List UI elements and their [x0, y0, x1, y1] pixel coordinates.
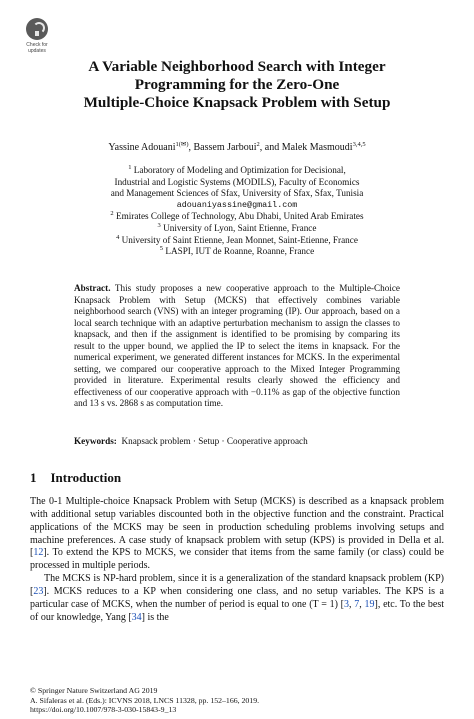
affiliation-1-line-1 — [0, 165, 474, 177]
citation-separator: , — [359, 598, 365, 610]
citation-link[interactable]: 3 — [344, 598, 349, 610]
citation-link[interactable]: 19 — [364, 598, 375, 610]
keywords — [74, 436, 400, 446]
title-line-3: Multiple-Choice Knapsack Problem with Setup — [83, 94, 391, 111]
citation-link[interactable]: 7 — [354, 598, 360, 610]
paragraph-1 — [30, 496, 444, 573]
author-email[interactable]: adouaniyassine@gmail.com — [176, 199, 298, 210]
citation-link[interactable]: 23 — [33, 585, 44, 597]
paragraph-2-text-a: The MCKS is NP-hard problem, since it is a generalization of the standard knapsack problem (KP) [ — [30, 573, 444, 597]
section-title: Introduction — [50, 470, 122, 485]
abstract — [74, 283, 400, 410]
keywords-text: Knapsack problem · Setup · Cooperative approach — [121, 436, 308, 446]
author-1: Yassine Adouani — [108, 142, 176, 153]
affiliation-3-number: 3 — [157, 221, 161, 229]
check-for-updates-badge[interactable] — [20, 18, 54, 54]
paper-title — [40, 58, 434, 112]
affiliation-3 — [0, 223, 474, 235]
paragraph-2-text-b: ]. MCKS reduces to a KP when considering one class, and no setup variables. The KPS is a particular case of MCKS, when the number of period is equal to one (T = 1) [ — [30, 585, 444, 610]
paragraph-1-text-b: ]. To extend the KPS to MCKS, we consider that items from the same family (or class) could be processed in multiple periods. — [30, 547, 444, 572]
affiliations — [0, 165, 474, 258]
author-list — [0, 142, 474, 153]
author-1-affil: 1(✉) — [175, 141, 189, 148]
affiliation-4-text: University of Saint Etienne, Jean Monnet, Saint-Etienne, France — [121, 234, 358, 245]
affiliation-3-text: University of Lyon, Saint Etienne, France — [163, 222, 317, 233]
section-number: 1 — [30, 470, 37, 485]
affiliation-1-line-3: and Management Sciences of Sfax, University of Sfax, Sfax, Tunisia — [110, 188, 364, 199]
affiliation-5 — [0, 246, 474, 258]
author-2-affil: 2 — [256, 141, 260, 148]
citation-link[interactable]: 12 — [33, 547, 44, 559]
title-line-1: A Variable Neighborhood Search with Integer — [88, 58, 386, 75]
author-3-affil: 3,4,5 — [352, 141, 366, 148]
affiliation-2-number: 2 — [110, 210, 114, 218]
footnote-citation: A. Sifaleras et al. (Eds.): ICVNS 2018, LNCS 11328, pp. 152–166, 2019. — [30, 695, 260, 705]
paragraph-1-text-a: The 0-1 Multiple-choice Knapsack Problem with Setup (MCKS) is described as a knapsack problem with additional setup variables discounted both in the objective function and the constraint. Practical applications of the MCKS may be seen in production scheduling problems involving setups and machine preferences. A case study of knapsack problem with setup (KPS) is provided in Della et al. [ — [30, 496, 444, 559]
affiliation-1-text: Laboratory of Modeling and Optimization for Decisional, — [133, 165, 346, 175]
abstract-label: Abstract. — [74, 283, 111, 293]
affiliation-2 — [0, 211, 474, 223]
paragraph-2-text-c: ], etc. To the best of our knowledge, Yang [ — [30, 598, 445, 623]
section-heading — [30, 470, 135, 486]
badge-label: Check for updates — [26, 42, 48, 54]
footnote-copyright: © Springer Nature Switzerland AG 2019 — [30, 686, 158, 695]
author-2: , Bassem Jarboui — [188, 142, 257, 153]
body-text — [30, 496, 444, 624]
paragraph-2 — [30, 573, 444, 624]
citation-link[interactable]: 34 — [131, 611, 142, 623]
affiliation-5-number: 5 — [159, 245, 164, 253]
affiliation-1-number: 1 — [128, 164, 132, 171]
affiliation-4 — [0, 235, 474, 247]
affiliation-1-line-2: Industrial and Logistic Systems (MODILS), Faculty of Economics — [114, 176, 360, 187]
footnote-doi-link[interactable]: https://doi.org/10.1007/978-3-030-15843-9_13 — [30, 705, 177, 715]
affiliation-5-text: LASPI, IUT de Roanne, Roanne, France — [165, 246, 315, 257]
paragraph-2-text-d: ] is the — [141, 611, 169, 623]
check-for-updates-icon — [26, 18, 48, 40]
affiliation-4-number: 4 — [116, 233, 120, 241]
citation-separator: , — [349, 598, 355, 610]
title-line-2: Programming for the Zero-One — [134, 76, 340, 93]
keywords-label: Keywords: — [74, 436, 117, 446]
affiliation-2-text: Emirates College of Technology, Abu Dhabi, United Arab Emirates — [115, 211, 364, 222]
abstract-text: This study proposes a new cooperative approach to the Multiple-Choice Knapsack Problem with Setup (MCKS) that effectively combines variable neighborhood search (VNS) with an integer programing (IP). Our approach, based on a local search technique with an adaptive perturbation mechanism to assign the classes to knapsack, and then if the assignment is identified to be promising by comparing its result to the upper bound, we applied the IP to select the items in knapsack. For the numerical experiment, we generated different instances for MCKS. In the experimental setting, we compared our cooperative approach to the Mixed Integer Programming provided in literature. Experimental results clearly showed the efficiency and effectiveness of our cooperative approach with −0.11% as gap of the objective function and 13 s vs. 2868 s as computation time. — [74, 283, 400, 408]
author-3: , and Malek Masmoudi — [259, 142, 353, 153]
copyright-footnote — [30, 686, 259, 715]
